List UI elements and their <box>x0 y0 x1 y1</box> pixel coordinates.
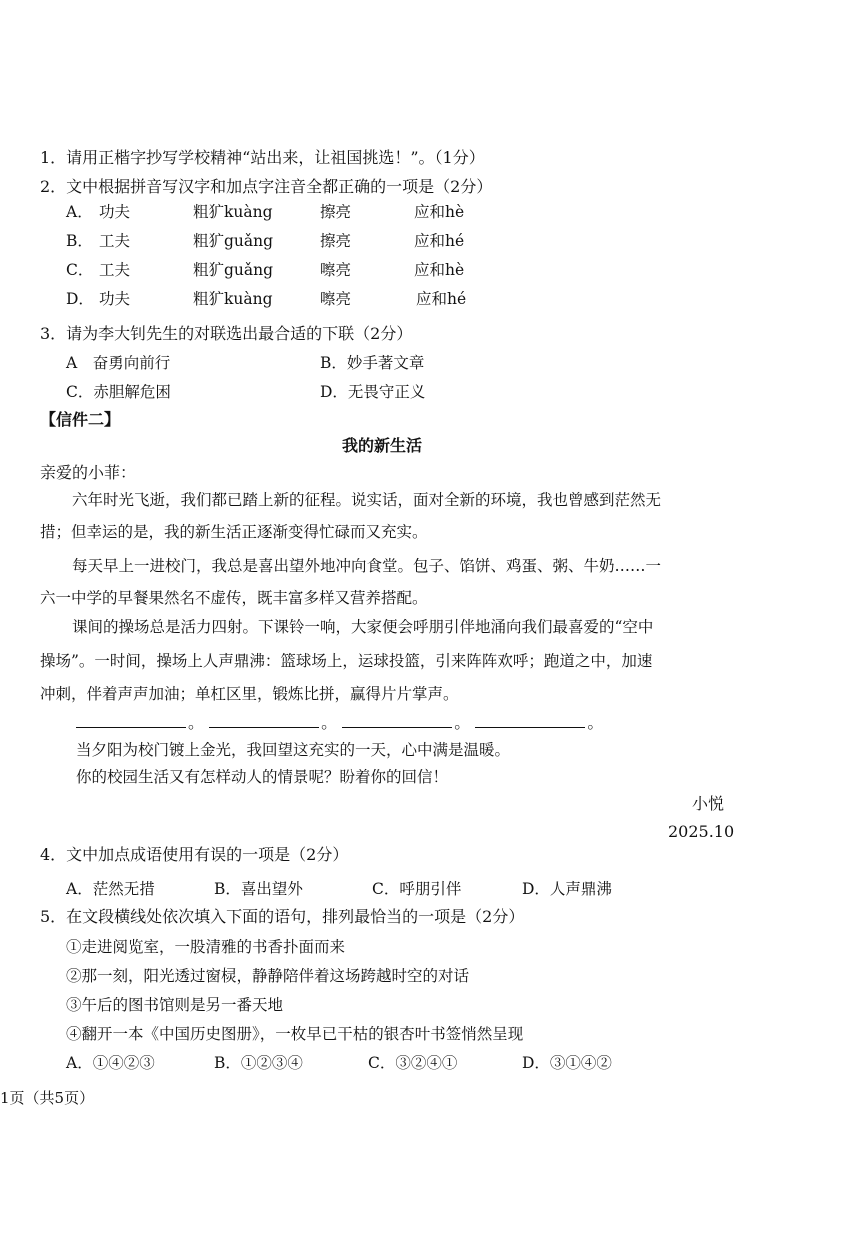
letter-title: 我的新生活 <box>342 436 423 455</box>
q2-option-b-label: B． <box>66 232 93 250</box>
q2-option-a-word2: 粗犷kuàng <box>193 203 273 221</box>
q5-sentence-2: ②那一刻，阳光透过窗棂，静静陪伴着这场跨越时空的对话 <box>66 967 470 985</box>
letter-paragraph-1-line-1: 六年时光飞逝，我们都已踏上新的征程。说实话，面对全新的环境，我也曾感到茫然无 <box>72 491 662 509</box>
q2-option-d-label: D． <box>66 290 94 308</box>
question-2-stem: 2．文中根据拼音写汉字和加点字注音全都正确的一项是（2分） <box>40 177 493 196</box>
letter-greeting: 亲爱的小菲： <box>40 463 137 482</box>
q2-option-b-word1: 工夫 <box>99 232 131 250</box>
q5-option-c: C．③②④① <box>368 1054 458 1072</box>
q5-sentence-4: ④翻开一本《中国历史图册》，一枚早已干枯的银杏叶书签悄然呈现 <box>66 1025 524 1043</box>
q5-option-b: B．①②③④ <box>214 1054 303 1072</box>
letter-paragraph-3-line-2: 操场”。一时间，操场上人声鼎沸：篮球场上，运球投篮，引来阵阵欢呼；跑道之中，加速 <box>40 652 653 670</box>
letter-date: 2025.10 <box>668 822 735 841</box>
q5-option-a: A．①④②③ <box>66 1054 155 1072</box>
letter-paragraph-1-line-2: 措；但幸运的是，我的新生活正逐渐变得忙碌而又充实。 <box>40 523 428 541</box>
blank-1[interactable] <box>76 715 186 728</box>
letter-signature: 小悦 <box>692 794 725 813</box>
q2-option-b-word3: 擦亮 <box>320 232 352 250</box>
letter-tag: 【信件二】 <box>40 410 121 429</box>
letter-paragraph-2-line-1: 每天早上一进校门，我总是喜出望外地冲向食堂。包子、馅饼、鸡蛋、粥、牛奶……一 <box>72 557 662 575</box>
q2-option-a-word4: 应和hè <box>414 203 465 221</box>
q3-option-d: D．无畏守正义 <box>320 383 426 401</box>
letter-paragraph-5: 你的校园生活又有怎样动人的情景呢？盼着你的回信！ <box>76 768 449 786</box>
q4-option-d: D．人声鼎沸 <box>522 880 612 898</box>
q3-option-a: A 奋勇向前行 <box>66 354 171 372</box>
q4-option-a: A．茫然无措 <box>66 880 155 898</box>
question-5-stem: 5．在文段横线处依次填入下面的语句，排列最恰当的一项是（2分） <box>40 907 525 926</box>
question-1: 1．请用正楷字抄写学校精神“站出来，让祖国挑选！”。（1分） <box>40 148 485 167</box>
blank-2[interactable] <box>209 715 319 728</box>
fill-in-blanks: 。 。 。 。 <box>76 713 603 733</box>
q2-option-c-label: C． <box>66 261 94 279</box>
q5-option-d: D．③①④② <box>522 1054 612 1072</box>
blank-4[interactable] <box>475 715 585 728</box>
q3-option-c: C．赤胆解危困 <box>66 383 171 401</box>
question-4-stem: 4．文中加点成语使用有误的一项是（2分） <box>40 845 349 864</box>
q2-option-a-word3: 擦亮 <box>320 203 352 221</box>
blank-3[interactable] <box>342 715 452 728</box>
letter-paragraph-3-line-1: 课间的操场总是活力四射。下课铃一响，大家便会呼朋引伴地涌向我们最喜爱的“空中 <box>72 618 654 636</box>
q2-option-d-word4: 应和hé <box>416 290 467 308</box>
q4-option-c: C．呼朋引伴 <box>372 880 462 898</box>
q2-option-c-word1: 工夫 <box>99 261 131 279</box>
question-3-stem: 3．请为李大钊先生的对联选出最合适的下联（2分） <box>40 324 413 343</box>
q3-option-b: B．妙手著文章 <box>320 354 425 372</box>
q4-option-b: B．喜出望外 <box>214 880 303 898</box>
letter-paragraph-4: 当夕阳为校门镀上金光，我回望这充实的一天，心中满是温暖。 <box>76 741 511 759</box>
q2-option-c-word2: 粗犷guǎng <box>193 261 274 279</box>
letter-paragraph-2-line-2: 六一中学的早餐果然名不虚传，既丰富多样又营养搭配。 <box>40 589 428 607</box>
q2-option-a-word1: 功夫 <box>99 203 131 221</box>
q2-option-d-word2: 粗犷kuàng <box>193 290 273 308</box>
q2-option-b-word2: 粗犷guǎng <box>193 232 274 250</box>
q2-option-d-word3: 嚓亮 <box>320 290 352 308</box>
q2-option-b-word4: 应和hé <box>414 232 465 250</box>
q2-option-d-word1: 功夫 <box>99 290 131 308</box>
q5-sentence-1: ①走进阅览室，一股清雅的书香扑面而来 <box>66 938 346 956</box>
q2-option-c-word4: 应和hè <box>414 261 465 279</box>
q5-sentence-3: ③午后的图书馆则是另一番天地 <box>66 996 284 1014</box>
q2-option-a-label: A． <box>66 203 93 221</box>
q2-option-c-word3: 嚓亮 <box>320 261 352 279</box>
letter-paragraph-3-line-3: 冲刺，伴着声声加油；单杠区里，锻炼比拼，赢得片片掌声。 <box>40 685 459 703</box>
page-footer: 1页（共5页） <box>0 1089 95 1107</box>
